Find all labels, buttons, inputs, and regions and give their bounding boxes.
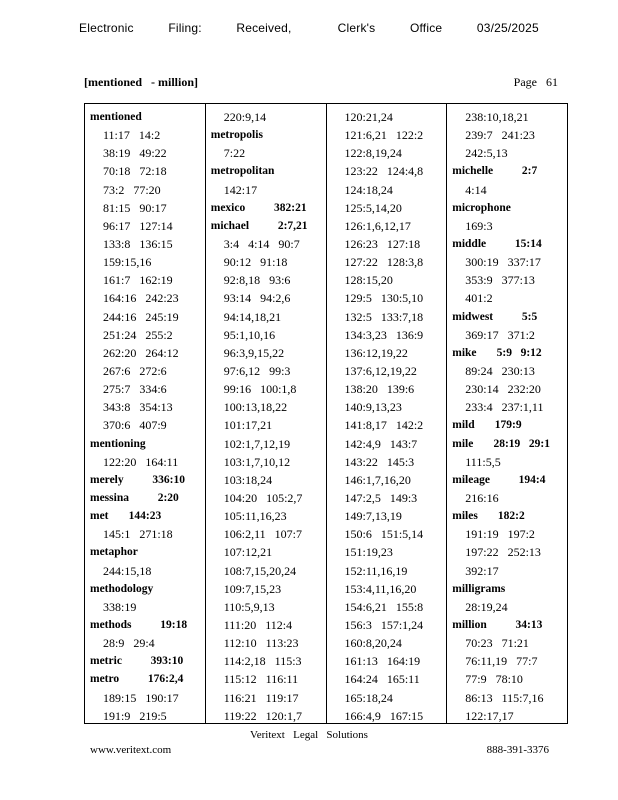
page-line-reference: 122:20 164:11 [103,454,179,469]
page-line-reference: 142:17 [223,182,258,197]
page-line-reference: 95:1,10,16 [223,327,276,342]
page-line-reference: 401:2 [465,291,493,306]
page-line-reference: 233:4 237:1,11 [465,400,544,415]
page-line-reference: 120:21,24 [344,110,393,124]
page-line-reference: 136:12,19,22 [344,345,408,360]
page-line-reference: 244:16 245:19 [103,309,179,324]
page-line-reference: 220:9,14 [223,110,267,124]
page-line-reference: 230:14 232:20 [465,382,541,397]
page-line-reference: 28:9 29:4 [103,636,155,651]
page-line-reference: 275:7 334:6 [103,382,167,397]
page-line-reference: 370:6 407:9 [103,418,167,433]
page-line-reference: 191:9 219:5 [103,708,167,723]
page-line-reference: 126:1,6,12,17 [344,218,411,233]
index-term: methods 19:18 [90,618,188,631]
index-term: metropolis [210,129,263,142]
page-line-reference: 267:6 272:6 [103,363,167,378]
page-line-reference: 138:20 139:6 [344,382,415,397]
page-line-reference: 81:15 90:17 [103,200,167,215]
page-line-reference: 159:15,16 [103,255,152,270]
page-line-reference: 93:14 94:2,6 [223,291,291,306]
index-term: met 144:23 [90,510,162,523]
footer-company: Veritext Legal Solutions [250,729,368,741]
page-line-reference: 103:18,24 [223,472,273,487]
page-line-reference: 216:16 [465,490,499,505]
page-line-reference: 11:17 14:2 [103,128,161,143]
page-line-reference: 133:8 136:15 [103,236,173,251]
page-line-reference: 151:19,23 [344,545,393,560]
page-line-reference: 189:15 190:17 [103,690,179,705]
page-line-reference: 239:7 241:23 [465,128,535,143]
index-column-3 [327,104,448,723]
page-line-reference: 338:19 [103,599,137,614]
page-line-reference: 115:12 116:11 [223,672,299,687]
page-line-reference: 99:16 100:1,8 [223,382,297,397]
page-line-reference: 107:12,21 [223,545,273,560]
page-line-reference: 161:7 162:19 [103,273,173,288]
page-line-reference: 112:10 113:23 [223,636,299,651]
filing-stamp: Electronic Filing: Received, Clerk's Office 03/25/2025 [79,21,539,35]
index-term: michelle 2:7 [452,165,538,178]
page-line-reference: 143:22 145:3 [344,454,415,469]
page-line-reference: 104:20 105:2,7 [223,490,303,505]
page-line-reference: 96:3,9,15,22 [223,345,285,360]
page-line-reference: 100:13,18,22 [223,400,288,415]
page-line-reference: 111:5,5 [465,454,501,469]
page-line-reference: 160:8,20,24 [344,636,402,651]
page-line-reference: 119:22 120:1,7 [223,708,302,723]
page-number: Page 61 [513,75,558,89]
index-term: metropolitan [210,165,275,178]
page-line-reference: 166:4,9 167:15 [344,708,424,723]
page-line-reference: 101:17,21 [223,418,273,433]
page-line-reference: 132:5 133:7,18 [344,309,424,324]
page-line-reference: 134:3,23 136:9 [344,327,424,342]
page-line-reference: 149:7,13,19 [344,509,402,524]
index-term: michael 2:7,21 [210,219,308,232]
page-line-reference: 197:22 252:13 [465,545,541,560]
page-line-reference: 152:11,16,19 [344,563,408,578]
page-line-reference: 169:3 [465,218,493,233]
index-term: merely 336:10 [90,473,185,486]
page-line-reference: 142:4,9 143:7 [344,436,418,451]
page-line-reference: 127:22 128:3,8 [344,255,424,270]
index-term: mentioning [90,437,146,450]
index-column-4 [447,104,567,723]
page-line-reference: 97:6,12 99:3 [223,363,291,378]
page-line-reference: 77:9 78:10 [465,672,523,687]
page-line-reference: 114:2,18 115:3 [223,654,302,669]
footer-website: www.veritext.com [90,744,172,756]
page-line-reference: 191:19 197:2 [465,527,535,542]
page-line-reference: 110:5,9,13 [223,599,275,614]
page-line-reference: 7:22 [223,146,246,161]
page-line-reference: 122:17,17 [465,708,514,723]
page-line-reference: 238:10,18,21 [465,110,529,124]
index-term: middle 15:14 [452,237,542,250]
page-line-reference: 156:3 157:1,24 [344,617,424,632]
index-column-1 [85,104,206,723]
index-column-2 [206,104,327,723]
page-line-reference: 108:7,15,20,24 [223,563,297,578]
page-line-reference: 129:5 130:5,10 [344,291,424,306]
page-line-reference: 137:6,12,19,22 [344,363,417,378]
page-line-reference: 28:19,24 [465,599,508,614]
index-term: metaphor [90,546,138,559]
page-line-reference: 121:6,21 122:2 [344,128,424,143]
index-term: metric 393:10 [90,655,184,668]
page-line-reference: 141:8,17 142:2 [344,418,424,433]
page-line-reference: 150:6 151:5,14 [344,527,424,542]
page-line-reference: 116:21 119:17 [223,690,299,705]
page-line-reference: 153:4,11,16,20 [344,581,417,596]
page-line-reference: 242:5,13 [465,146,508,161]
footer-phone: 888-391-3376 [486,744,549,756]
page-line-reference: 300:19 337:17 [465,255,541,270]
page-line-reference: 38:19 49:22 [103,146,167,161]
index-term: methodology [90,582,154,595]
page-line-reference: 161:13 164:19 [344,654,421,669]
page-line-reference: 103:1,7,10,12 [223,454,291,469]
page-line-reference: 126:23 127:18 [344,236,421,251]
page-line-reference: 251:24 255:2 [103,327,173,342]
page-line-reference: 392:17 [465,563,499,578]
index-term: mentioned [90,111,142,123]
page-line-reference: 154:6,21 155:8 [344,599,424,614]
index-term: million 34:13 [452,618,543,631]
index-term: mexico 382:21 [210,201,307,214]
page-line-reference: 111:20 112:4 [223,617,293,632]
page-line-reference: 124:18,24 [344,182,393,197]
page-line-reference: 164:24 165:11 [344,672,420,687]
index-term: mileage 194:4 [452,473,546,486]
page-line-reference: 94:14,18,21 [223,309,282,324]
page-line-reference: 122:8,19,24 [344,146,402,161]
page-line-reference: 76:11,19 77:7 [465,654,538,669]
page-line-reference: 128:15,20 [344,273,393,288]
page-line-reference: 70:18 72:18 [103,164,167,179]
page-line-reference: 102:1,7,12,19 [223,436,291,451]
index-term: miles 182:2 [452,510,525,523]
index-term: mike 5:9 9:12 [452,346,542,359]
page-line-reference: 262:20 264:12 [103,345,179,360]
page-line-reference: 123:22 124:4,8 [344,164,424,179]
page-line-reference: 244:15,18 [103,563,152,578]
index-term: mile 28:19 29:1 [452,437,550,450]
page-line-reference: 105:11,16,23 [223,509,287,524]
index-term: midwest 5:5 [452,310,538,323]
page-line-reference: 106:2,11 107:7 [223,527,302,542]
page-line-reference: 92:8,18 93:6 [223,273,291,288]
index-term: microphone [452,201,511,214]
page-line-reference: 3:4 4:14 90:7 [223,236,300,251]
index-term: mild 179:9 [452,419,522,432]
page-line-reference: 4:14 [465,182,487,197]
index-term: milligrams [452,582,506,595]
page-line-reference: 125:5,14,20 [344,200,402,215]
page-line-reference: 73:2 77:20 [103,182,161,197]
page-line-reference: 343:8 354:13 [103,400,173,415]
index-range-label: [mentioned - million] [84,75,198,89]
page-line-reference: 353:9 377:13 [465,273,535,288]
page-line-reference: 89:24 230:13 [465,363,535,378]
page-line-reference: 90:12 91:18 [223,255,288,270]
page-line-reference: 165:18,24 [344,690,393,705]
page-line-reference: 109:7,15,23 [223,581,282,596]
page-line-reference: 369:17 371:2 [465,327,535,342]
page-line-reference: 70:23 71:21 [465,636,529,651]
page-line-reference: 86:13 115:7,16 [465,690,544,705]
index-term: messina 2:20 [90,491,179,504]
index-term: metro 176:2,4 [90,673,184,686]
page-line-reference: 147:2,5 149:3 [344,490,418,505]
page-line-reference: 164:16 242:23 [103,291,179,306]
page-line-reference: 145:1 271:18 [103,527,173,542]
page-line-reference: 140:9,13,23 [344,400,402,415]
page-line-reference: 96:17 127:14 [103,218,173,233]
page-line-reference: 146:1,7,16,20 [344,472,411,487]
word-index-table [84,103,568,724]
